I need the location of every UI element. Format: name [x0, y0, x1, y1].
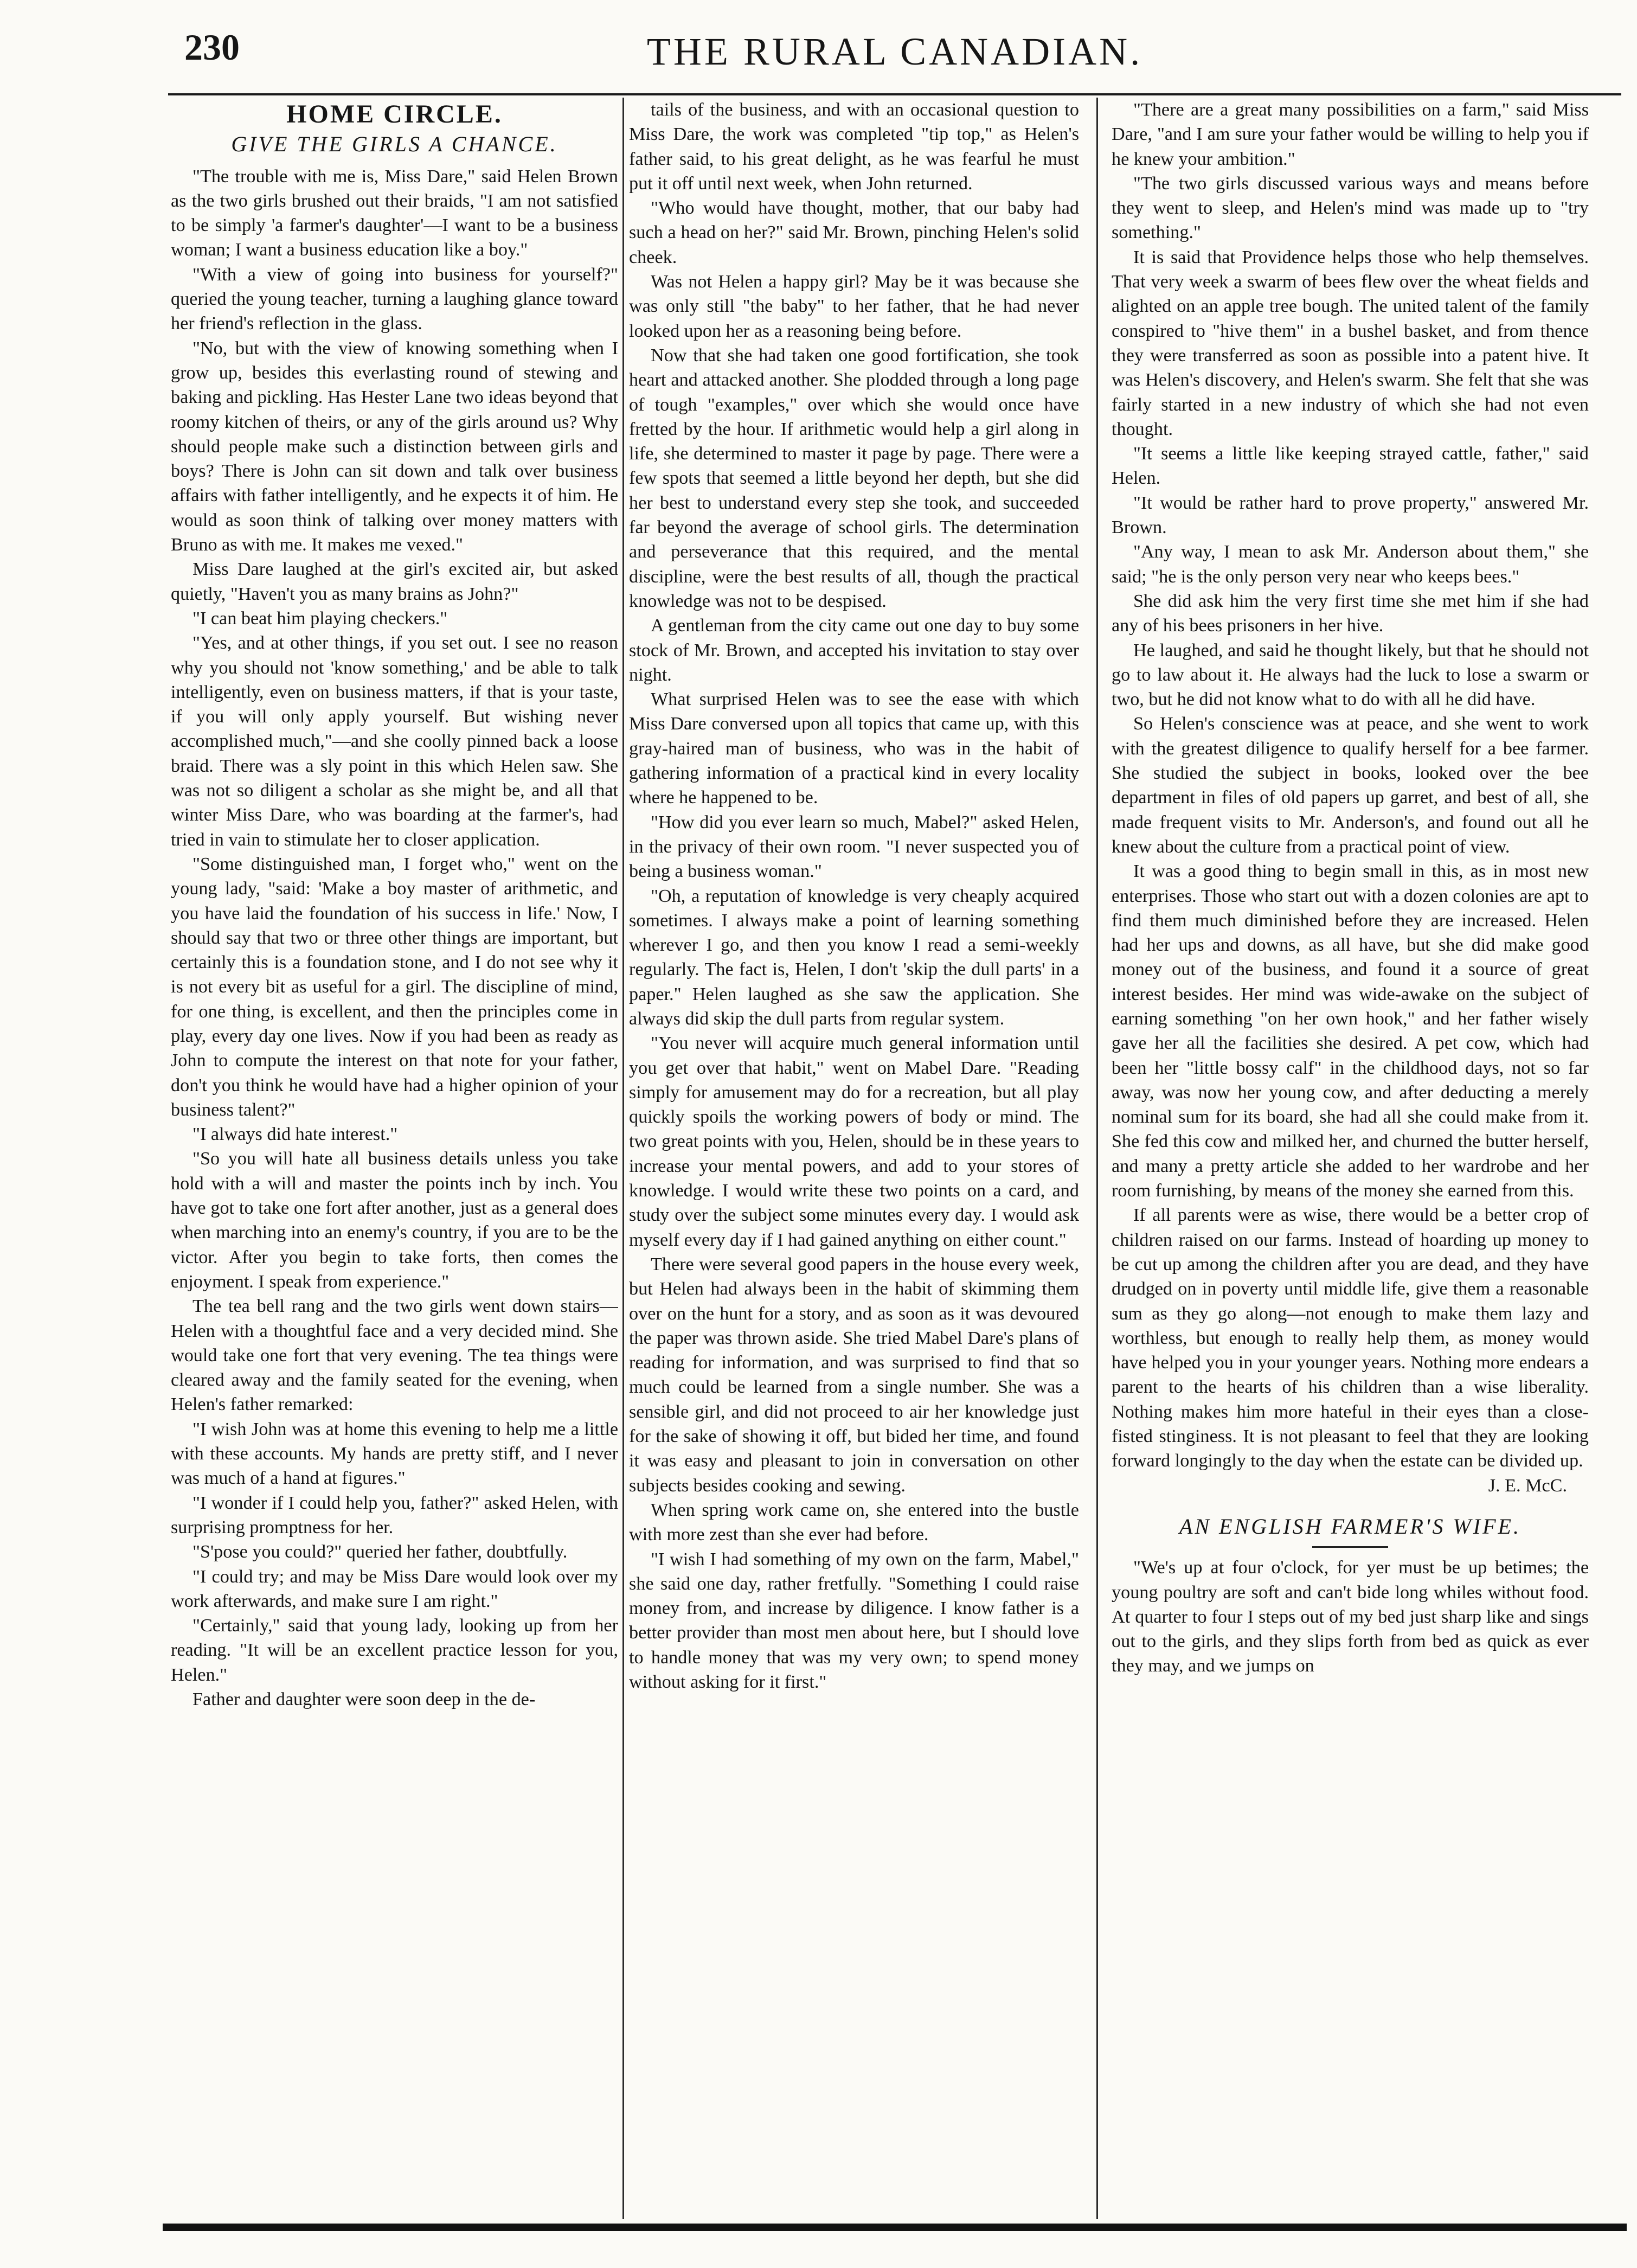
paragraph: "I wish John was at home this evening to help me a little with these accounts. My hands are pretty stiff, and I never was much of a hand at figures." [171, 1419, 618, 1489]
paragraph: Was not Helen a happy girl? May be it was because she was only still "the baby" to her father, that he had never looked upon her as a reasoning being before. [629, 272, 1079, 341]
paragraph: "I wish I had something of my own on the farm, Mabel," she said one day, rather fretfully. "Something I could raise money from, and increase by diligence. I know father is a better provider than most men about here, but I should love to handle money that was my very own; to spend money without asking for it first." [629, 1549, 1079, 1692]
section-title: HOME CIRCLE. [286, 100, 503, 129]
paragraph: When spring work came on, she entered into the bustle with more zest than she ever had before. [629, 1500, 1079, 1545]
column-1 [171, 98, 618, 2219]
paragraph: If all parents were as wise, there would be a better crop of children raised on our farms. Instead of hoarding up money to be cut up among the children after you are dead, and they have drudged on in poverty until middle life, give them a reasonable sum as they go along—not enough to make them lazy and worthless, but enough to really help them, as money would have helped you in your younger years. Nothing more endears a parent to the hearts of his children than a wise liberality. Nothing makes him more hateful in their eyes than a close-fisted stinginess. It is not pleasant to feel that they are looking forward longingly to the day when the estate can be divided up. [1112, 1205, 1589, 1471]
paragraph: "Who would have thought, mother, that our baby had such a head on her?" said Mr. Brown, pinching Helen's solid cheek. [629, 198, 1079, 267]
paragraph: "The trouble with me is, Miss Dare," said Helen Brown as the two girls brushed out their braids, "I am not satisfied to be simply 'a farmer's daughter'—I want to be a business woman; I want a business education like a boy." [171, 166, 618, 260]
paragraph: So Helen's conscience was at peace, and she went to work with the greatest diligence to qualify herself for a bee farmer. She studied the subject in books, looked over the bee department in files of old papers up garret, and best of all, she made frequent visits to Mr. Anderson's, and found out all he knew about the culture from a practical point of view. [1112, 714, 1589, 857]
paragraph: Now that she had taken one good fortification, she took heart and attacked another. She plodded through a long page of tough "examples," over which she would once have fretted by the hour. If arithmetic would help a girl along in life, she determined to master it page by page. There were a few spots that seemed a little beyond her depth, but she did her best to understand every step she took, and succeeded far beyond the average of school girls. The determination and perseverance that this required, and the mental discipline, were the best results of all, though the practical knowledge was not to be despised. [629, 345, 1079, 611]
paragraph: He laughed, and said he thought likely, but that he should not go to law about it. He always had the luck to lose a swarm or two, but he did not know what to do with all he did have. [1112, 640, 1589, 710]
paragraph: "I always did hate interest." [192, 1124, 398, 1145]
paragraph: "Oh, a reputation of knowledge is very cheaply acquired sometimes. I always make a point of learning something wherever I go, and then you know I read a semi-weekly regularly. The fact is, Helen, I don't 'skip the dull parts' in a paper." Helen laughed as she saw the application. She always did skip the dull parts from regular system. [629, 886, 1079, 1029]
paragraph: "There are a great many possibilities on a farm," said Miss Dare, "and I am sure your father would be willing to help you if he knew your ambition." [1112, 100, 1589, 169]
paragraph: "I can beat him playing checkers." [192, 608, 448, 629]
footer-rule [163, 2224, 1627, 2231]
paragraph: "No, but with the view of knowing something when I grow up, besides this everlasting round of stewing and baking and pickling. Has Hester Lane two ideas beyond that roomy kitchen of theirs, or any of the girls around us? Why should people make such a distinction between girls and boys? There is John can sit down and talk over business affairs with father intelligently, and he expects it of him. He would as soon think of talking over money matters with Bruno as with me. It makes me vexed." [171, 338, 618, 555]
paragraph: There were several good papers in the house every week, but Helen had always been in the habit of skimming them over on the hunt for a story, and as soon as it was devoured the paper was thrown aside. She tried Mabel Dare's plans of reading for information, and was surprised to find that so much could be learned from a single number. She was a sensible girl, and did not proceed to air her knowledge just for the sake of showing it off, but bided her time, and found it was easy and pleasant to join in conversation on other subjects besides cooking and sewing. [629, 1254, 1079, 1496]
paragraph: tails of the business, and with an occasional question to Miss Dare, the work was completed "tip top," as Helen's father said, to his great delight, as he was fearful he must put it off until next week, when John returned. [629, 100, 1079, 194]
column-3-text [1112, 98, 1589, 1473]
paragraph: "Yes, and at other things, if you set out. I see no reason why you should not 'know something,' and be able to talk intelligently, even on business matters, if that is your taste, if you will only apply yourself. But wishing never accomplished much,"—and she coolly pinned back a loose braid. There was a sly point in this which Helen saw. She was not so diligent a scholar as she might be, and all that winter Miss Dare, who was boarding at the farmer's, had tried in vain to stimulate her to closer application. [171, 633, 618, 850]
paragraph: "We's up at four o'clock, for yer must be up betimes; the young poultry are soft and can't bide long whiles without food. At quarter to four I steps out of my bed just sharp like and sings out to the girls, and they slips forth from bed as quick as ever they may, and we jumps on [1112, 1558, 1589, 1676]
paragraph: "It would be rather hard to prove property," answered Mr. Brown. [1112, 492, 1589, 538]
paragraph: The tea bell rang and the two girls went down stairs—Helen with a thoughtful face and a very decided mind. She would take one fort that very evening. The tea things were cleared away and the family seated for the evening, when Helen's father remarked: [171, 1296, 618, 1415]
paragraph: "S'pose you could?" queried her father, doubtfully. [192, 1542, 568, 1562]
paragraph: "So you will hate all business details unless you take hold with a will and master the points inch by inch. You have got to take one fort after another, just as a general does when marching into an enemy's country, if you are to be the victor. After you begin to take forts, then comes the enjoyment. I speak from experience." [171, 1149, 618, 1292]
header-rule [168, 93, 1621, 95]
column-divider [1096, 98, 1098, 2219]
paragraph: "The two girls discussed various ways and means before they went to sleep, and Helen's mind was made up to "try something." [1112, 173, 1589, 243]
newspaper-title: THE RURAL CANADIAN. [646, 30, 1143, 73]
author-signature: J. E. McC. [1488, 1475, 1567, 1496]
paragraph: What surprised Helen was to see the ease with which Miss Dare conversed upon all topics that came up, with this gray-haired man of business, who was in the habit of gathering information of a practical kind in every locality where he happened to be. [629, 689, 1079, 808]
page-header [163, 26, 1627, 91]
paragraph: Father and daughter were soon deep in the de- [192, 1689, 536, 1709]
paragraph: She did ask him the very first time she met him if she had any of his bees prisoners in her hive. [1112, 591, 1589, 636]
paragraph: "I could try; and may be Miss Dare would look over my work afterwards, and make sure I am right." [171, 1566, 618, 1611]
paragraph: Miss Dare laughed at the girl's excited air, but asked quietly, "Haven't you as many brains as John?" [171, 559, 618, 604]
story-title: AN ENGLISH FARMER'S WIFE. [1179, 1514, 1521, 1539]
paragraph: "I wonder if I could help you, father?" asked Helen, with surprising promptness for her. [171, 1492, 618, 1537]
column-1-text [171, 164, 618, 1712]
column-3-text-continued [1112, 1555, 1589, 1678]
column-2 [629, 98, 1079, 2219]
column-3 [1112, 98, 1589, 2219]
paragraph: "You never will acquire much general information until you get over that habit," went on Mabel Dare. "Reading simply for amusement may do for a recreation, but all play quickly spoils the working powers of body or mind. The two great points with you, Helen, should be in these years to increase your mental powers, and add to your stores of knowledge. I would write these two points on a card, and study over the subject some minutes every day. I would ask myself every day if I had gained anything on either count." [629, 1033, 1079, 1250]
paragraph: "Any way, I mean to ask Mr. Anderson about them," she said; "he is the only person very near who keeps bees." [1112, 542, 1589, 587]
title-rule [1312, 1546, 1388, 1548]
paragraph: A gentleman from the city came out one day to buy some stock of Mr. Brown, and accepted his invitation to stay over night. [629, 616, 1079, 685]
column-2-text [629, 98, 1079, 1694]
paragraph: It is said that Providence helps those who help themselves. That very week a swarm of bees flew over the wheat fields and alighted on an apple tree bough. The united talent of the family conspired to "hive them" in a bushel basket, and from thence they were transferred as soon as possible into a patent hive. It was Helen's discovery, and Helen's swarm. She felt that she was fairly started in a new industry of which she had not even thought. [1112, 247, 1589, 439]
paragraph: "It seems a little like keeping strayed cattle, father," said Helen. [1112, 444, 1589, 489]
column-divider [622, 98, 624, 2219]
page-number: 230 [184, 27, 240, 68]
paragraph: "How did you ever learn so much, Mabel?" asked Helen, in the privacy of their own room. "I never suspected you of being a business woman." [629, 812, 1079, 882]
paragraph: "Some distinguished man, I forget who," went on the young lady, "said: 'Make a boy master of arithmetic, and you have laid the foundation of his success in life.' Now, I should say that two or three other things are important, but certainly this is a foundation stone, and I do not see why it is not every bit as useful for a girl. The discipline of mind, for one thing, is excellent, and then the principles come in play, every day one lives. Now if you had been as ready as John to compute the interest on that note for your father, don't you think he would have had a higher opinion of your business talent?" [171, 854, 618, 1120]
paragraph: "With a view of going into business for yourself?" queried the young teacher, turning a laughing glance toward her friend's reflection in the glass. [171, 264, 618, 334]
paragraph: It was a good thing to begin small in this, as in most new enterprises. Those who start out with a dozen colonies are apt to find them much diminished before they are increased. Helen had her ups and downs, as all have, but she did make good money out of the business, and found it a source of great interest besides. Her mind was wide-awake on the subject of earning something "on her own hook," and her father wisely gave her all the facilities she desired. A pet cow, which had been her "little bossy calf" in the childhood days, not so far away, was now her young cow, and after deducting a merely nominal sum for its board, she had all she could make from it. She fed this cow and milked her, and churned the butter herself, and many a pretty article she added to her wardrobe and her room furnishing, by means of the money she earned from this. [1112, 861, 1589, 1201]
paragraph: "Certainly," said that young lady, looking up from her reading. "It will be an excellent practice lesson for you, Helen." [171, 1616, 618, 1685]
story-title: GIVE THE GIRLS A CHANCE. [231, 132, 558, 157]
